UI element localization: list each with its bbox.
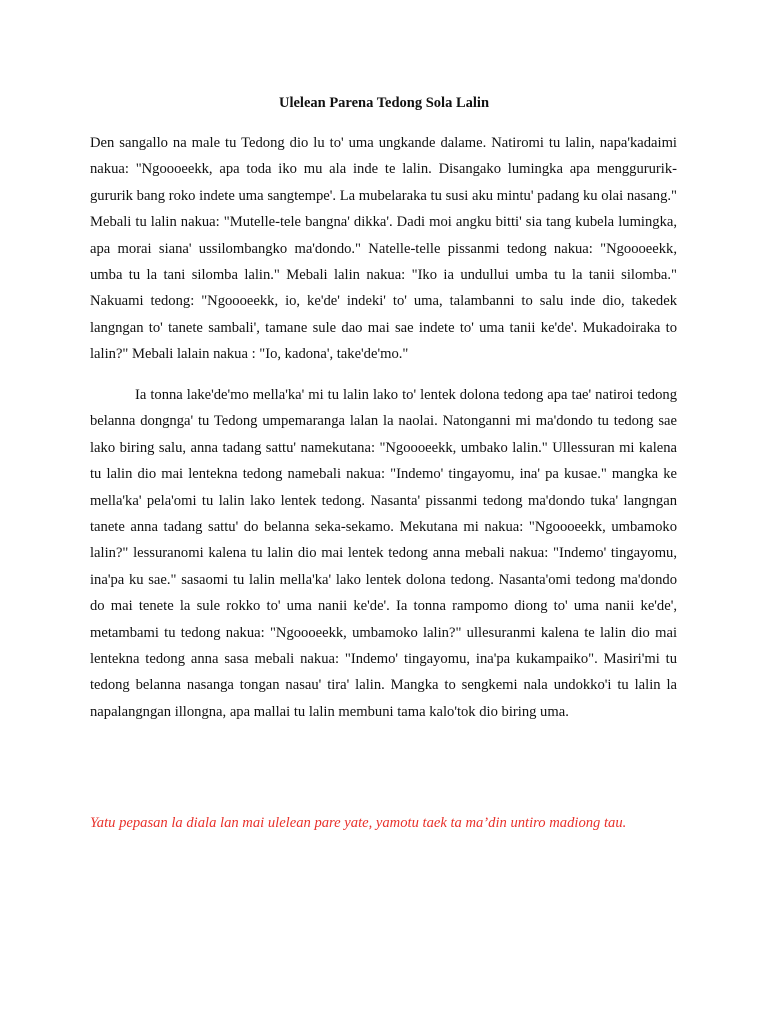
- paragraph-1: Den sangallo na male tu Tedong dio lu to' uma ungkande dalame. Natiromi tu lalin, napa'kadaimi nakua: "Ngoooeekk, apa toda iko mu ala inde te lalin. Disangako lumingka apa menggururik-gururik bang roko indete uma sangtempe'. La mubelaraka tu susi aku mintu' padang ku olai nasang." Mebali tu lalin nakua: "Mutelle-tele bangna' dikka'. Dadi moi angku bitti' sia tang kubela lumingka, apa morai siana' ussilombangko ma'dondo." Natelle-telle pissanmi tedong nakua: "Ngoooeekk, umba tu la tani silomba lalin." Mebali lalin nakua: "Iko ia undullui umba tu la tanii silomba." Nakuami tedong: "Ngoooeekk, io, ke'de' indeki' to' uma, talambanni to salu inde dio, takedek langngan to' tanete sambali', tamane sule dao mai sae indete to' uma tanii ke'de'. Mukadoiraka to lalin?" Mebali lalain nakua : "Io, kadona', take'de'mo.": [90, 135, 677, 363]
- moral-note: Yatu pepasan la diala lan mai ulelean pare yate, yamotu taek ta ma’din untiro madiong tau.: [90, 815, 627, 831]
- document-title: Ulelean Parena Tedong Sola Lalin: [278, 95, 490, 111]
- paragraph-2: Ia tonna lake'de'mo mella'ka' mi tu lalin lako to' lentek dolona tedong apa tae' natiroi tedong belanna dongnga' tu Tedong umpemaranga lalan la naolai. Natonganni mi ma'dondo tu tedong sae lako biring salu, anna tadang sattu' namekutana: "Ngoooeekk, umbako lalin." Ullessuran mi kalena tu lalin dio mai lentekna tedong namebali nakua: "Indemo' tingayomu, ina' pa kusae." mangka ke mella'ka' pela'omi tu lalin lako lentek tedong. Nasanta' pissanmi tedong ma'dondo tuka' langngan tanete anna tadang sattu' do belanna seka-sekamo. Mekutana mi nakua: "Ngoooeekk, umbamoko lalin?" lessuranomi kalena tu lalin dio mai lentek tedong anna mebali nakua: "Indemo' tingayomu, ina'pa ku sae." sasaomi tu lalin mella'ka' lako lentek dolona tedong. Nasanta'omi tedong ma'dondo do mai tenete la sule rokko to' uma nanii ke'de'. Ia tonna rampomo diong to' uma nanii ke'de', metambami tu tedong nakua: "Ngoooeekk, umbamoko lalin?" ullesuranmi kalena te lalin dio mai lentekna tedong anna sasa mebali nakua: "Indemo' tingayomu, ina'pa kukampaiko". Masiri'mi tu tedong belanna nasanga tongan nasau' tira' lalin. Mangka to sengkemi nala undokko'i tu lalin la napalangngan illongna, apa mallai tu lalin membuni tama kalo'tok dio biring uma.: [90, 387, 677, 720]
